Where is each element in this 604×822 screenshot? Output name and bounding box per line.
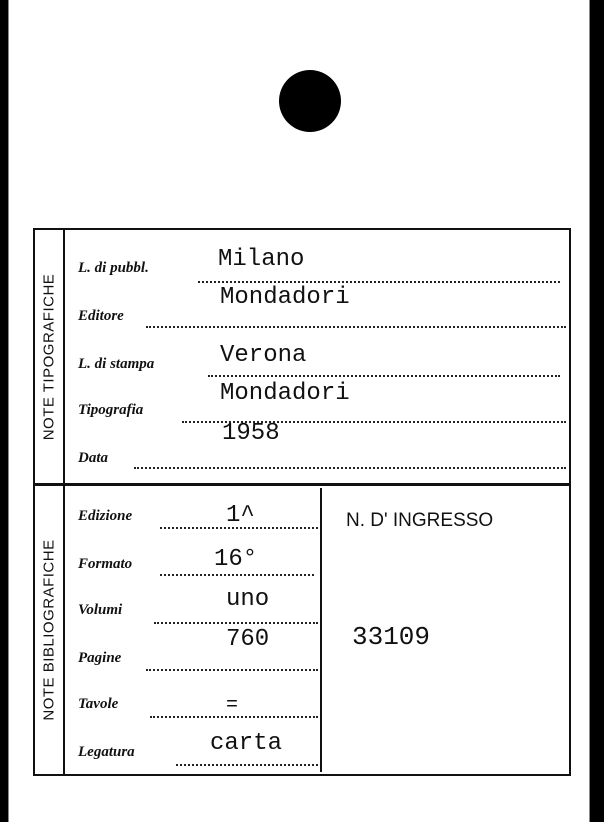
- typographic-side-strip: [35, 230, 65, 483]
- field-label-pagine: Pagine: [78, 650, 122, 666]
- field-label-volumi: Volumi: [78, 602, 123, 618]
- dotted-line: [146, 326, 566, 328]
- bibliographic-side-strip: [35, 486, 65, 774]
- ingresso-label: N. D' INGRESSO: [346, 510, 494, 531]
- field-value-volumi: uno: [226, 586, 270, 613]
- field-label-luogo-pubblicazione: L. di pubbl.: [78, 260, 149, 276]
- field-label-edizione: Edizione: [78, 508, 133, 524]
- field-label-luogo-stampa: L. di stampa: [78, 356, 155, 372]
- inner-rule-bottom: [63, 488, 64, 772]
- field-value-formato: 16°: [214, 546, 258, 573]
- dotted-line: [154, 622, 318, 624]
- field-label-editore: Editore: [78, 308, 124, 324]
- dotted-line: [198, 281, 560, 283]
- ingresso-number: 33109: [352, 622, 431, 652]
- field-value-data: 1958: [222, 420, 280, 447]
- field-value-pagine: 760: [226, 626, 270, 653]
- ingresso-column-divider: [320, 488, 322, 772]
- dotted-line: [208, 375, 560, 377]
- field-value-luogo-pubblicazione: Milano: [218, 246, 305, 273]
- field-value-tavole: =: [226, 694, 239, 717]
- section-divider: [33, 483, 571, 486]
- dotted-line: [146, 669, 318, 671]
- dotted-line: [134, 467, 566, 469]
- field-value-luogo-stampa: Verona: [220, 342, 307, 369]
- field-value-edizione: 1^: [226, 502, 255, 529]
- punch-hole: [279, 70, 341, 132]
- field-label-tavole: Tavole: [78, 696, 119, 712]
- dotted-line: [160, 574, 314, 576]
- typographic-section-title: NOTE TIPOGRAFICHE: [40, 273, 58, 440]
- field-value-editore: Mondadori: [220, 284, 350, 311]
- field-label-tipografia: Tipografia: [78, 402, 144, 418]
- field-value-tipografia: Mondadori: [220, 380, 350, 407]
- field-label-data: Data: [78, 450, 108, 466]
- bibliographic-section-title: NOTE BIBLIOGRAFICHE: [40, 539, 58, 721]
- field-label-legatura: Legatura: [78, 744, 135, 760]
- inner-rule-top: [63, 232, 64, 482]
- field-label-formato: Formato: [78, 556, 133, 572]
- dotted-line: [176, 764, 318, 766]
- field-value-legatura: carta: [210, 730, 283, 757]
